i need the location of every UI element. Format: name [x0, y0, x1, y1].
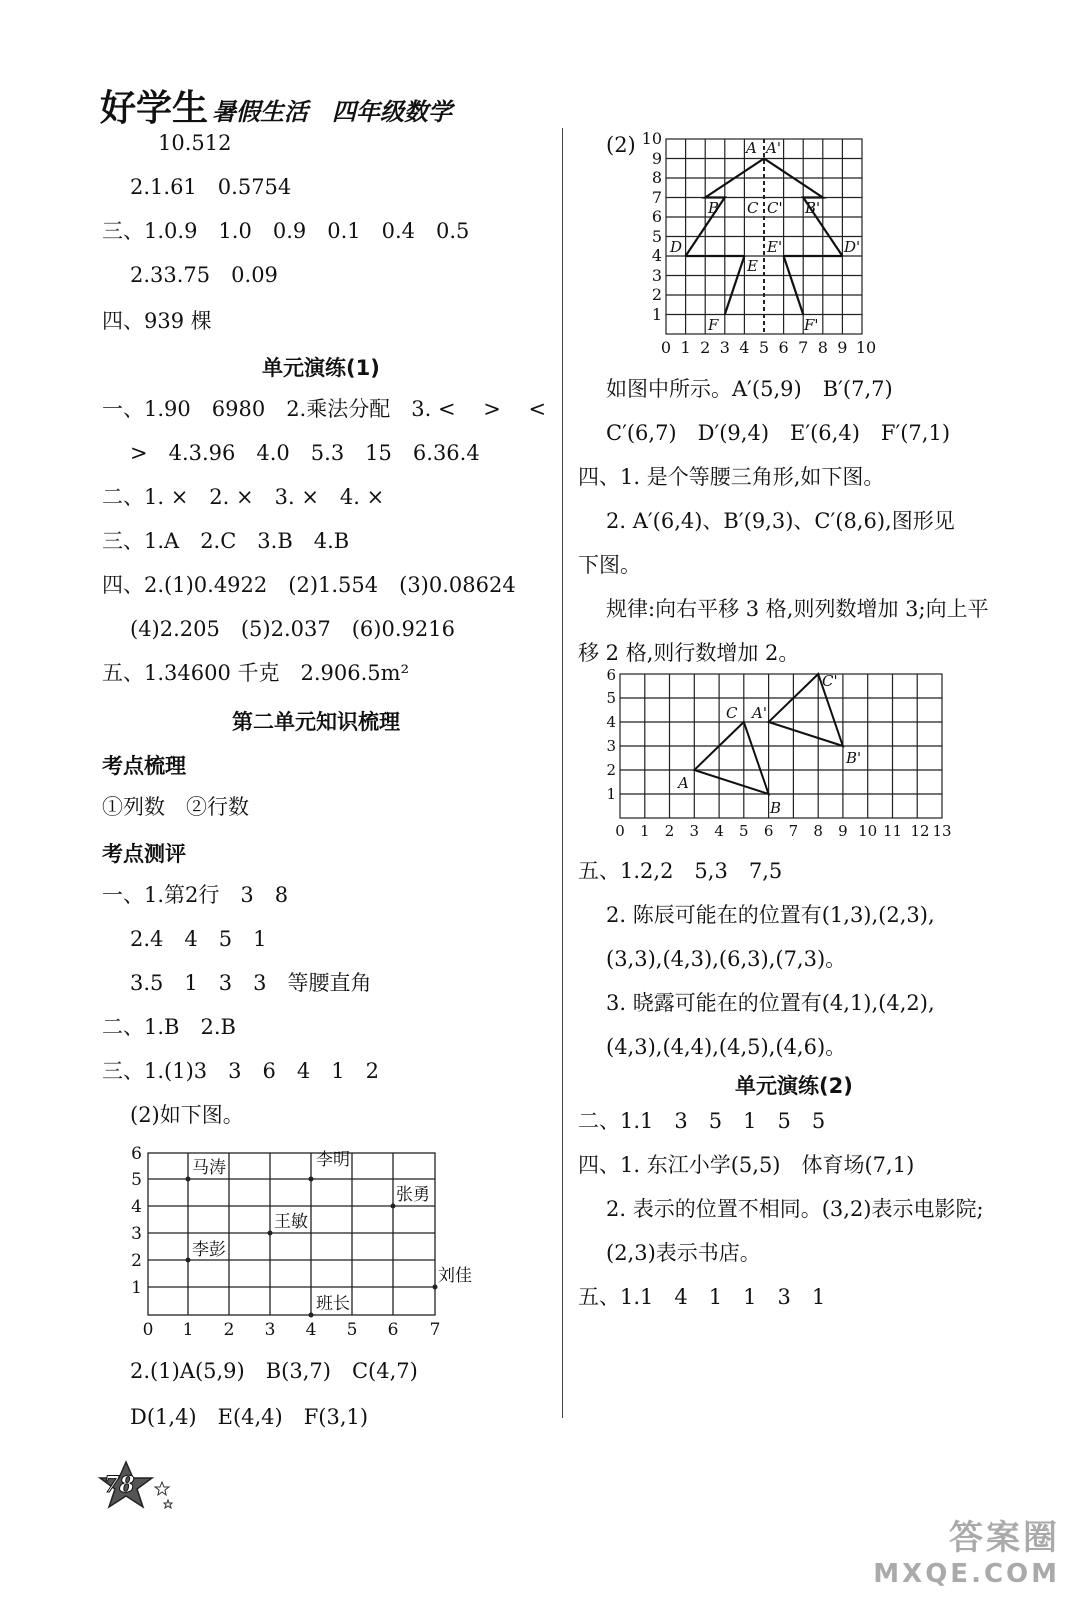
answer-line: 一、1.90 6980 2.乘法分配 3. < > < — [102, 397, 547, 421]
answer-line: 3.5 1 3 3 等腰直角 — [130, 971, 372, 995]
y-tick: 1 — [651, 305, 662, 324]
x-tick: 2 — [664, 822, 675, 840]
x-tick: 4 — [714, 822, 724, 840]
seat-label: 班长 — [316, 1294, 350, 1314]
answer-line: (2,3)表示书店。 — [606, 1241, 761, 1265]
answer-line: 四、1. 是个等腰三角形,如下图。 — [578, 465, 885, 489]
page-number-badge — [96, 1460, 176, 1516]
x-tick: 8 — [817, 338, 828, 357]
answer-line: (4)2.205 (5)2.037 (6)0.9216 — [130, 617, 455, 641]
answer-line: > 4.3.96 4.0 5.3 15 6.36.4 — [130, 441, 480, 465]
x-tick: 8 — [813, 822, 823, 840]
answer-line: 四、939 棵 — [102, 309, 212, 333]
answer-line: 一、1.第2行 3 8 — [102, 883, 289, 907]
watermark-top: 答案圈 — [949, 1518, 1060, 1558]
x-tick: 13 — [932, 822, 952, 840]
answer-line: 四、1. 东江小学(5,5) 体育场(7,1) — [578, 1153, 915, 1177]
answer-line: 三、1.0.9 1.0 0.9 0.1 0.4 0.5 — [102, 219, 470, 243]
brand-title: 好学生 — [100, 87, 209, 129]
answer-line: 五、1.34600 千克 2.906.5m² — [102, 661, 410, 685]
answer-line: 规律:向右平移 3 格,则列数增加 3;向上平 — [606, 597, 989, 621]
y-tick: 4 — [651, 246, 662, 265]
point-label: B — [770, 799, 782, 817]
point-label: B' — [846, 749, 862, 767]
y-tick: 5 — [131, 1170, 142, 1190]
x-tick: 7 — [788, 822, 799, 840]
y-tick: 2 — [606, 761, 616, 779]
seat-grid-figure — [120, 1145, 490, 1345]
x-tick: 5 — [739, 822, 749, 840]
answer-line: (3,3),(4,3),(6,3),(7,3)。 — [606, 947, 847, 971]
point-label: C' — [822, 672, 838, 690]
y-tick: 10 — [641, 129, 662, 148]
y-tick: 2 — [651, 285, 662, 304]
x-tick: 0 — [142, 1320, 154, 1340]
answer-line: 二、1. × 2. × 3. × 4. × — [102, 485, 385, 509]
page-number: 78 — [104, 1472, 135, 1498]
section-title: 第二单元知识梳理 — [232, 710, 400, 734]
y-tick: 3 — [131, 1224, 142, 1244]
answer-line: 下图。 — [578, 553, 641, 577]
subsection-title: 考点测评 — [102, 842, 186, 866]
answer-line: 2. 陈辰可能在的位置有(1,3),(2,3), — [606, 903, 935, 927]
y-tick: 4 — [606, 713, 616, 731]
point-label: A — [678, 774, 689, 792]
answer-line: 移 2 格,则行数增加 2。 — [578, 641, 800, 665]
answer-line: 二、1.1 3 5 1 5 5 — [578, 1109, 826, 1133]
y-tick: 3 — [606, 737, 616, 755]
x-tick: 1 — [182, 1320, 194, 1340]
answer-line: 五、1.1 4 1 1 3 1 — [578, 1285, 826, 1309]
x-tick: 6 — [387, 1320, 399, 1340]
subtitle: 暑假生活 — [212, 97, 309, 126]
answer-line: 三、1.(1)3 3 6 4 1 2 — [102, 1059, 379, 1083]
x-tick: 11 — [882, 822, 903, 840]
seat-label: 张勇 — [396, 1185, 430, 1205]
section-title: 单元演练(2) — [735, 1074, 853, 1098]
x-tick: 7 — [429, 1320, 441, 1340]
y-tick: 1 — [606, 785, 616, 803]
y-tick: 6 — [651, 207, 662, 226]
seat-label: 马涛 — [192, 1158, 226, 1178]
y-tick: 4 — [131, 1197, 142, 1217]
seat-label: 李彭 — [192, 1240, 226, 1260]
point-label: D' — [844, 238, 861, 256]
triangle-grid-figure — [600, 668, 960, 843]
x-tick: 4 — [739, 338, 750, 357]
x-tick: 6 — [763, 822, 774, 840]
y-tick: 2 — [131, 1251, 142, 1271]
y-tick: 6 — [606, 668, 616, 684]
point-label: C' — [767, 199, 783, 217]
x-tick: 1 — [640, 822, 650, 840]
x-tick: 0 — [615, 822, 625, 840]
answer-line: 2. 表示的位置不相同。(3,2)表示电影院; — [606, 1197, 984, 1221]
section-title: 单元演练(1) — [262, 356, 380, 380]
answer-line: ①列数 ②行数 — [102, 795, 249, 819]
answer-line: 四、2.(1)0.4922 (2)1.554 (3)0.08624 — [102, 573, 516, 597]
point-label: A' — [766, 139, 781, 157]
x-tick: 5 — [758, 338, 770, 357]
seat-label: 李明 — [316, 1150, 350, 1170]
x-tick: 10 — [858, 822, 878, 840]
y-tick: 8 — [651, 168, 662, 187]
x-tick: 2 — [700, 338, 711, 357]
subsection-title: 考点梳理 — [102, 754, 186, 778]
x-tick: 12 — [910, 822, 930, 840]
answer-line: (4,3),(4,4),(4,5),(4,6)。 — [606, 1035, 847, 1059]
answer-line: 3. 晓露可能在的位置有(4,1),(4,2), — [606, 991, 935, 1015]
x-tick: 3 — [719, 338, 730, 357]
x-tick: 9 — [838, 822, 848, 840]
grade-title: 四年级数学 — [332, 97, 453, 126]
answer-line: 五、1.2,2 5,3 7,5 — [578, 859, 783, 883]
page-title — [100, 80, 452, 131]
y-tick: 7 — [651, 188, 662, 207]
x-tick: 1 — [680, 338, 691, 357]
x-tick: 4 — [305, 1320, 317, 1340]
tree-grid-figure — [640, 125, 890, 360]
answer-line: 2.1.61 0.5754 — [130, 175, 292, 199]
point-label: F' — [804, 316, 819, 334]
point-label: D — [670, 238, 683, 256]
answer-line: 如图中所示。A′(5,9) B′(7,7) — [606, 377, 893, 401]
point-label: E' — [767, 238, 783, 256]
x-tick: 5 — [346, 1320, 358, 1340]
point-label: B' — [805, 199, 821, 217]
x-tick: 9 — [837, 338, 848, 357]
seat-label: 王敏 — [274, 1212, 308, 1232]
watermark-bottom: MXQE.COM — [873, 1559, 1060, 1589]
x-tick: 6 — [778, 338, 789, 357]
answer-line: 10.512 — [158, 131, 232, 155]
x-tick: 3 — [264, 1320, 276, 1340]
watermark — [873, 1510, 1060, 1589]
y-tick: 1 — [131, 1278, 142, 1298]
y-tick: 9 — [651, 149, 662, 168]
x-tick: 0 — [660, 338, 672, 357]
point-label: C — [747, 199, 759, 217]
point-label: A' — [752, 704, 767, 722]
answer-line: 二、1.B 2.B — [102, 1015, 236, 1039]
answer-line: 2. A′(6,4)、B′(9,3)、C′(8,6),图形见 — [606, 509, 955, 533]
answer-line: C′(6,7) D′(9,4) E′(6,4) F′(7,1) — [606, 421, 951, 445]
x-tick: 2 — [223, 1320, 235, 1340]
question-label: (2) — [606, 133, 636, 157]
y-tick: 5 — [606, 689, 616, 707]
y-tick: 5 — [651, 227, 662, 246]
answer-line: (2)如下图。 — [130, 1103, 244, 1127]
point-label: A — [746, 139, 757, 157]
x-tick: 7 — [798, 338, 809, 357]
y-tick: 3 — [651, 266, 662, 285]
point-label: F — [708, 316, 719, 334]
seat-label: 刘佳 — [438, 1266, 472, 1286]
answer-line: 2.(1)A(5,9) B(3,7) C(4,7) — [130, 1359, 418, 1383]
x-tick: 10 — [855, 338, 877, 357]
answer-line: 三、1.A 2.C 3.B 4.B — [102, 529, 350, 553]
answer-line: 2.33.75 0.09 — [130, 263, 278, 287]
grid-lines — [620, 674, 942, 818]
point-label: E — [747, 257, 758, 275]
column-divider — [562, 128, 563, 1418]
answer-line: D(1,4) E(4,4) F(3,1) — [130, 1405, 369, 1429]
answer-line: 2.4 4 5 1 — [130, 927, 267, 951]
point-label: C — [726, 704, 738, 722]
y-tick: 6 — [131, 1145, 142, 1164]
point-label: B — [708, 199, 720, 217]
x-tick: 3 — [689, 822, 700, 840]
